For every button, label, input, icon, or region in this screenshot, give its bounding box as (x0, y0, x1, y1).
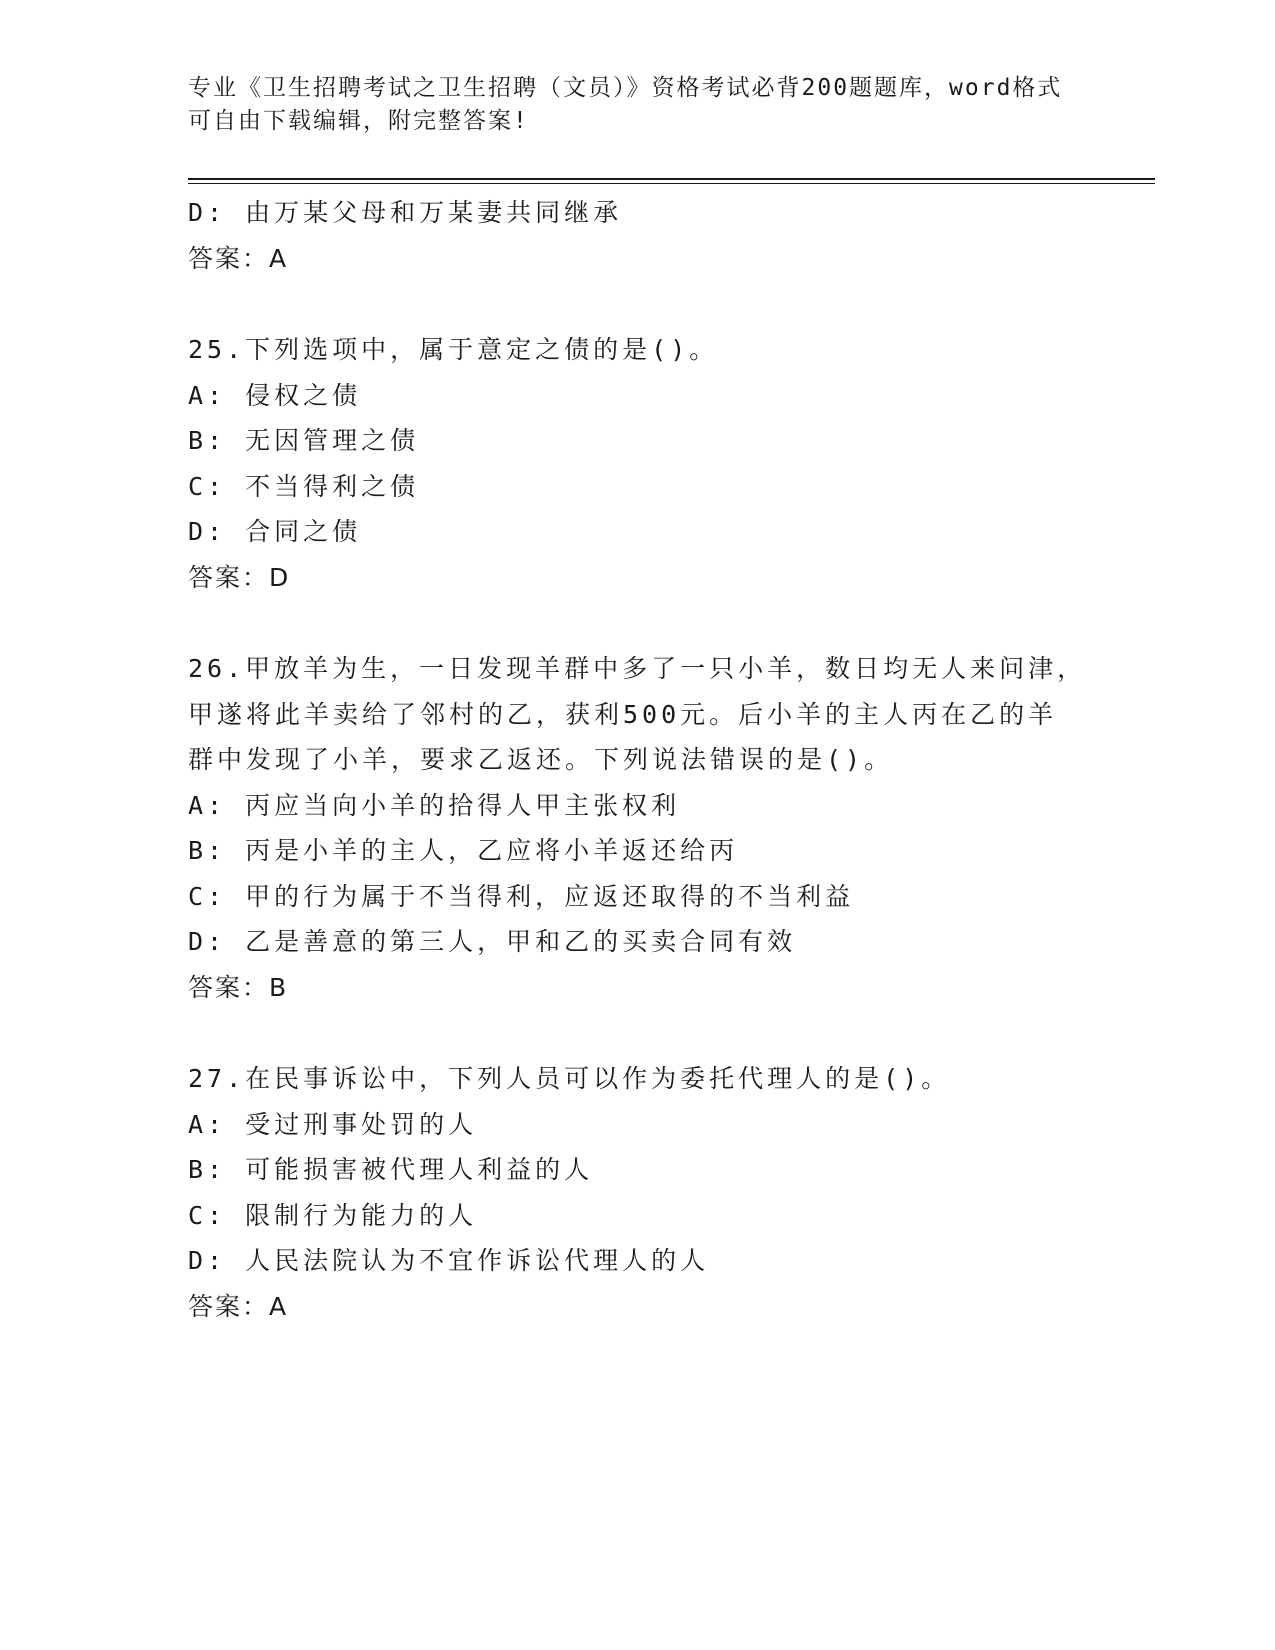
question-stem: 甲遂将此羊卖给了邻村的乙，获利500元。后小羊的主人丙在乙的羊 (188, 699, 1058, 729)
question-stem: 26.甲放羊为生，一日发现羊群中多了一只小羊，数日均无人来问津， (188, 654, 1087, 683)
option-a: A: 受过刑事处罚的人 (188, 1109, 478, 1139)
answer-line: 答案：A (188, 243, 289, 273)
question-stem: 27.在民事诉讼中，下列人员可以作为委托代理人的是()。 (188, 1064, 951, 1093)
option-a: A: 侵权之债 (188, 380, 362, 410)
question-24-tail (188, 190, 1088, 281)
option-d: D: 乙是善意的第三人，甲和乙的买卖合同有效 (188, 927, 797, 956)
header-line-2: 可自由下载编辑，附完整答案! (188, 108, 529, 134)
answer-line: 答案：D (188, 562, 291, 592)
option-b: B: 无因管理之债 (188, 426, 420, 455)
question-26 (188, 646, 1088, 1010)
question-25 (188, 327, 1088, 600)
question-stem: 25.下列选项中，属于意定之债的是()。 (188, 335, 719, 364)
header-divider-thin (188, 183, 1155, 184)
question-27 (188, 1056, 1088, 1329)
answer-line: 答案：B (188, 972, 289, 1002)
option-b: B: 丙是小羊的主人，乙应将小羊返还给丙 (188, 836, 739, 865)
question-stem: 群中发现了小羊，要求乙返还。下列说法错误的是()。 (188, 745, 894, 774)
header-divider-thick (188, 178, 1155, 180)
header-line-1: 专业《卫生招聘考试之卫生招聘（文员）》资格考试必背200题题库，word格式 (188, 75, 1063, 101)
option-c: C: 甲的行为属于不当得利，应返还取得的不当利益 (188, 881, 855, 911)
document-body (188, 190, 1088, 1329)
option-c: C: 限制行为能力的人 (188, 1200, 478, 1230)
option-d: D: 人民法院认为不宜作诉讼代理人的人 (188, 1246, 710, 1275)
answer-line: 答案：A (188, 1291, 289, 1321)
option-a: A: 丙应当向小羊的拾得人甲主张权利 (188, 790, 681, 820)
option-c: C: 不当得利之债 (188, 471, 420, 501)
option-b: B: 可能损害被代理人利益的人 (188, 1155, 594, 1184)
document-header (188, 72, 1088, 138)
option-d: D: 合同之债 (188, 517, 362, 546)
option-d: D: 由万某父母和万某妻共同继承 (188, 198, 623, 227)
